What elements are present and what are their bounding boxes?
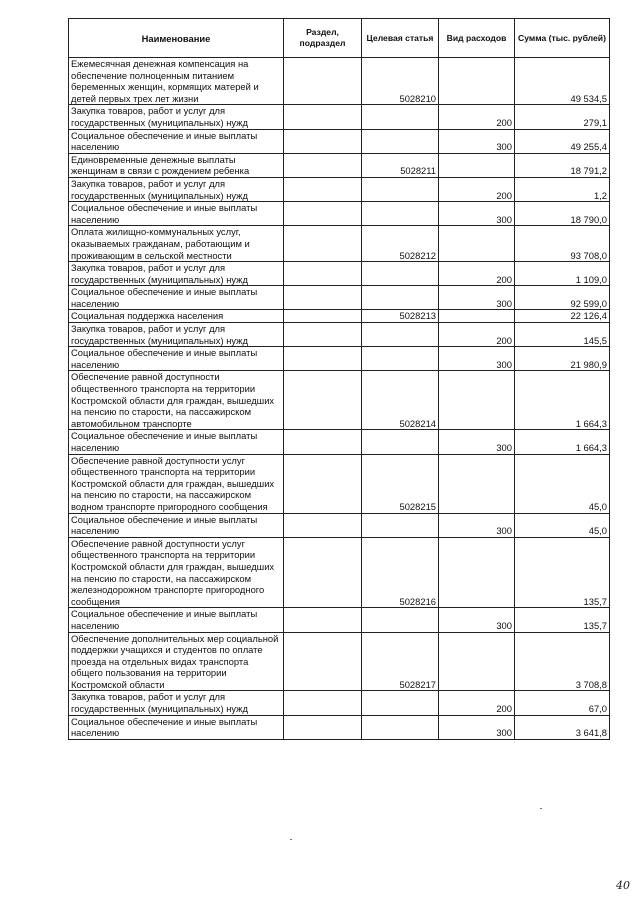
cell-article: 5028210 [362, 58, 439, 105]
table-row [69, 226, 610, 262]
header-row [69, 19, 610, 58]
document-page [68, 18, 610, 740]
table-row [69, 537, 610, 608]
cell-kind [439, 226, 515, 262]
cell-sum: 135,7 [515, 608, 610, 632]
cell-name: Обеспечение равной доступности общественного транспорта на территории Костромской области для граждан, вышедших на пенсию по старости, на пассажирском автомобильном транспорте [69, 371, 284, 430]
cell-article [362, 202, 439, 226]
cell-kind [439, 310, 515, 323]
cell-kind [439, 632, 515, 691]
cell-article [362, 347, 439, 371]
cell-section [284, 323, 362, 347]
cell-article [362, 691, 439, 715]
cell-sum: 22 126,4 [515, 310, 610, 323]
cell-article [362, 105, 439, 129]
budget-table [68, 18, 610, 740]
cell-name: Социальное обеспечение и иные выплаты населению [69, 347, 284, 371]
cell-section [284, 632, 362, 691]
cell-article [362, 608, 439, 632]
cell-kind [439, 58, 515, 105]
header-kind: Вид расходов [439, 19, 515, 58]
cell-kind: 300 [439, 347, 515, 371]
header-sum: Сумма (тыс. рублей) [515, 19, 610, 58]
cell-sum: 49 534,5 [515, 58, 610, 105]
cell-sum: 1 109,0 [515, 262, 610, 286]
cell-name: Социальное обеспечение и иные выплаты населению [69, 715, 284, 739]
cell-section [284, 454, 362, 513]
cell-kind: 300 [439, 129, 515, 153]
cell-sum: 279,1 [515, 105, 610, 129]
cell-section [284, 153, 362, 177]
cell-kind: 200 [439, 177, 515, 201]
cell-kind [439, 454, 515, 513]
cell-name: Обеспечение равной доступности услуг общественного транспорта на территории Костромской области для граждан, вышедших на пенсию по старости, на пассажирском железнодорожном транспорте пригородного сообщения [69, 537, 284, 608]
cell-section [284, 371, 362, 430]
header-article: Целевая статья [362, 19, 439, 58]
page-number: 40 [616, 879, 630, 892]
table-row [69, 202, 610, 226]
table-row [69, 323, 610, 347]
cell-section [284, 177, 362, 201]
table-row [69, 129, 610, 153]
cell-article: 5028214 [362, 371, 439, 430]
cell-name: Ежемесячная денежная компенсация на обеспечение полноценным питанием беременных женщин, кормящих матерей и детей первых трех лет жизни [69, 58, 284, 105]
cell-article [362, 715, 439, 739]
cell-name: Закупка товаров, работ и услуг для государственных (муниципальных) нужд [69, 262, 284, 286]
table-row [69, 371, 610, 430]
table-row [69, 430, 610, 454]
table-row [69, 691, 610, 715]
cell-section [284, 310, 362, 323]
cell-article [362, 262, 439, 286]
cell-name: Социальная поддержка населения [69, 310, 284, 323]
cell-name: Закупка товаров, работ и услуг для государственных (муниципальных) нужд [69, 691, 284, 715]
cell-article [362, 129, 439, 153]
table-row [69, 632, 610, 691]
cell-section [284, 513, 362, 537]
cell-kind: 300 [439, 202, 515, 226]
table-row [69, 347, 610, 371]
table-row [69, 454, 610, 513]
cell-sum: 67,0 [515, 691, 610, 715]
cell-section [284, 691, 362, 715]
cell-kind [439, 371, 515, 430]
cell-section [284, 105, 362, 129]
cell-kind: 200 [439, 105, 515, 129]
header-name: Наименование [69, 19, 284, 58]
cell-sum: 3 708,8 [515, 632, 610, 691]
cell-kind: 200 [439, 691, 515, 715]
cell-article [362, 177, 439, 201]
cell-name: Социальное обеспечение и иные выплаты населению [69, 129, 284, 153]
cell-sum: 45,0 [515, 454, 610, 513]
cell-sum: 1 664,3 [515, 371, 610, 430]
cell-article: 5028212 [362, 226, 439, 262]
cell-kind [439, 153, 515, 177]
cell-article: 5028215 [362, 454, 439, 513]
cell-name: Единовременные денежные выплаты женщинам в связи с рождением ребенка [69, 153, 284, 177]
cell-article: 5028217 [362, 632, 439, 691]
cell-article [362, 513, 439, 537]
cell-name: Социальное обеспечение и иные выплаты населению [69, 608, 284, 632]
cell-name: Закупка товаров, работ и услуг для государственных (муниципальных) нужд [69, 323, 284, 347]
cell-sum: 3 641,8 [515, 715, 610, 739]
cell-name: Обеспечение равной доступности услуг общественного транспорта на территории Костромской области для граждан, вышедших на пенсию по старости, на пассажирском водном транспорте пригородного сообщения [69, 454, 284, 513]
table-row [69, 286, 610, 310]
cell-sum: 145,5 [515, 323, 610, 347]
cell-section [284, 430, 362, 454]
cell-name: Социальное обеспечение и иные выплаты населению [69, 430, 284, 454]
table-header [69, 19, 610, 58]
cell-sum: 135,7 [515, 537, 610, 608]
table-body [69, 58, 610, 740]
cell-sum: 92 599,0 [515, 286, 610, 310]
cell-kind: 300 [439, 430, 515, 454]
cell-kind: 300 [439, 286, 515, 310]
cell-article [362, 323, 439, 347]
cell-section [284, 715, 362, 739]
cell-sum: 18 791,2 [515, 153, 610, 177]
cell-section [284, 286, 362, 310]
cell-article: 5028211 [362, 153, 439, 177]
cell-kind: 200 [439, 262, 515, 286]
cell-sum: 1,2 [515, 177, 610, 201]
cell-kind: 300 [439, 715, 515, 739]
cell-name: Обеспечение дополнительных мер социальной поддержки учащихся и студентов по оплате проезда на отдельных видах транспорта общего пользования на территории Костромской области [69, 632, 284, 691]
table-row [69, 262, 610, 286]
table-row [69, 310, 610, 323]
table-row [69, 177, 610, 201]
table-row [69, 58, 610, 105]
cell-kind: 200 [439, 323, 515, 347]
table-row [69, 513, 610, 537]
scan-speck [290, 839, 292, 840]
cell-section [284, 608, 362, 632]
cell-sum: 45,0 [515, 513, 610, 537]
cell-name: Социальное обеспечение и иные выплаты населению [69, 513, 284, 537]
cell-section [284, 226, 362, 262]
cell-kind: 300 [439, 513, 515, 537]
cell-sum: 21 980,9 [515, 347, 610, 371]
cell-name: Оплата жилищно-коммунальных услуг, оказываемых гражданам, работающим и проживающим в сельской местности [69, 226, 284, 262]
cell-name: Социальное обеспечение и иные выплаты населению [69, 202, 284, 226]
cell-name: Закупка товаров, работ и услуг для государственных (муниципальных) нужд [69, 177, 284, 201]
cell-sum: 49 255,4 [515, 129, 610, 153]
cell-name: Закупка товаров, работ и услуг для государственных (муниципальных) нужд [69, 105, 284, 129]
cell-section [284, 537, 362, 608]
cell-sum: 1 664,3 [515, 430, 610, 454]
cell-sum: 18 790,0 [515, 202, 610, 226]
cell-section [284, 202, 362, 226]
table-row [69, 105, 610, 129]
cell-article [362, 430, 439, 454]
scan-speck [540, 808, 542, 809]
cell-section [284, 347, 362, 371]
cell-article [362, 286, 439, 310]
cell-sum: 93 708,0 [515, 226, 610, 262]
header-section: Раздел, подраздел [284, 19, 362, 58]
cell-kind [439, 537, 515, 608]
table-row [69, 153, 610, 177]
cell-section [284, 129, 362, 153]
cell-kind: 300 [439, 608, 515, 632]
table-row [69, 715, 610, 739]
table-row [69, 608, 610, 632]
cell-article: 5028216 [362, 537, 439, 608]
cell-name: Социальное обеспечение и иные выплаты населению [69, 286, 284, 310]
cell-section [284, 262, 362, 286]
cell-section [284, 58, 362, 105]
cell-article: 5028213 [362, 310, 439, 323]
